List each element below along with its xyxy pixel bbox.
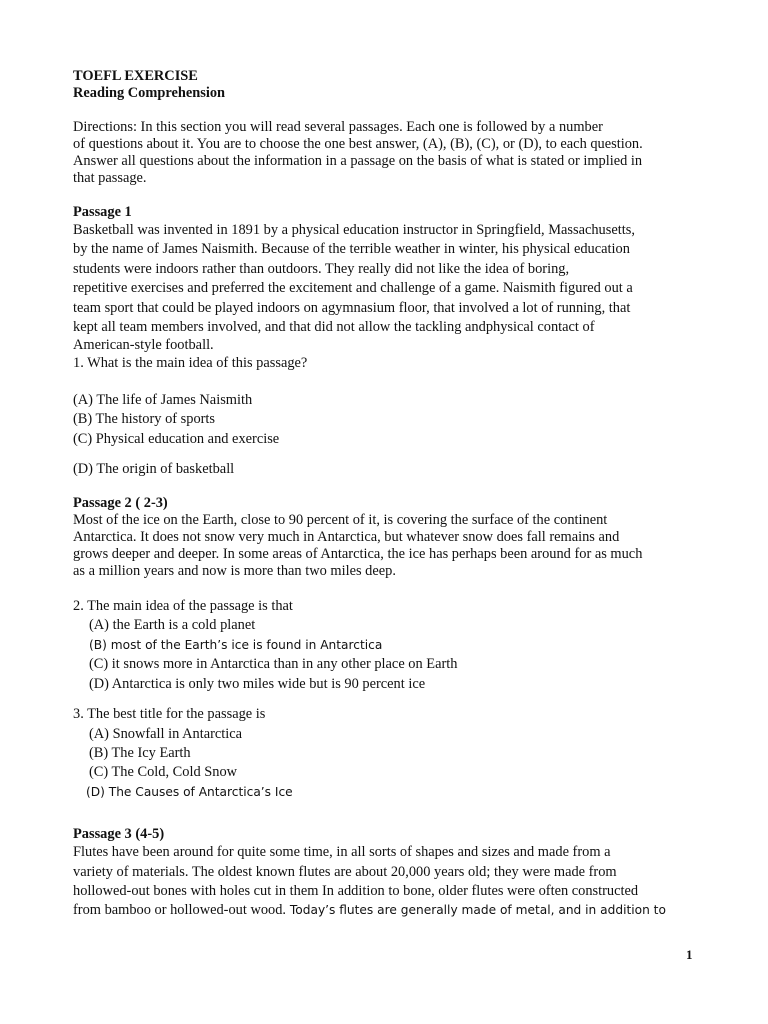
- question-3-option-c: (C) The Cold, Cold Snow: [89, 764, 238, 781]
- page-number: 1: [686, 947, 693, 962]
- question-1: 1. What is the main idea of this passage?: [73, 355, 308, 372]
- question-2: 2. The main idea of the passage is that: [73, 598, 293, 615]
- passage-line: by the name of James Naismith. Because of the terrible weather in winter, his physical education: [73, 241, 630, 258]
- passage-line: hollowed-out bones with holes cut in them In addition to bone, older flutes were often constructed: [73, 882, 639, 899]
- question-1-option-c: (C) Physical education and exercise: [73, 430, 280, 447]
- question-3-option-a: (A) Snowfall in Antarctica: [89, 725, 243, 742]
- directions-line: that passage.: [73, 170, 147, 186]
- passage-line: variety of materials. The oldest known flutes are about 20,000 years old; they were made from: [73, 863, 617, 880]
- question-2-option-b: (B) most of the Earth’s ice is found in Antarctica: [89, 637, 383, 652]
- passage-line: Basketball was invented in 1891 by a physical education instructor in Springfield, Massachusetts,: [73, 222, 635, 238]
- passage-3-text: [73, 843, 698, 921]
- document-subtitle: Reading Comprehension: [73, 85, 226, 101]
- question-1-option-b: (B) The history of sports: [73, 411, 216, 428]
- directions-line: of questions about it. You are to choose the one best answer, (A), (B), (C), or (D), to each question.: [73, 136, 643, 152]
- passage-2-heading: Passage 2 ( 2-3): [73, 495, 168, 512]
- passage-line: team sport that could be played indoors on agymnasium floor, that involved a lot of running, that: [73, 299, 631, 316]
- passage-line: Antarctica. It does not snow very much in Antarctica, but whatever snow does fall remains and: [73, 529, 620, 546]
- passage-1-heading: Passage 1: [73, 204, 132, 220]
- passage-line: grows deeper and deeper. In some areas of Antarctica, the ice has perhaps been around for as much: [73, 546, 643, 563]
- question-3-option-d: (D) The Causes of Antarctica’s Ice: [86, 784, 293, 799]
- passage-line: as a million years and now is more than two miles deep.: [73, 563, 396, 580]
- document-page: [73, 68, 698, 921]
- directions-line: Directions: In this section you will read several passages. Each one is followed by a number: [73, 119, 603, 135]
- question-2-option-a: (A) the Earth is a cold planet: [89, 617, 256, 634]
- question-2-option-c: (C) it snows more in Antarctica than in any other place on Earth: [89, 656, 458, 673]
- question-1-option-a: (A) The life of James Naismith: [73, 391, 253, 408]
- document-title: TOEFL EXERCISE: [73, 68, 198, 84]
- passage-line-serif: from bamboo or hollowed-out wood.: [73, 902, 287, 919]
- question-3-option-b: (B) The Icy Earth: [89, 744, 191, 761]
- passage-1-text: [73, 221, 698, 337]
- passage-line-sans: Today’s flutes are generally made of metal, and in addition to: [286, 903, 666, 918]
- question-1-option-d: (D) The origin of basketball: [73, 461, 235, 478]
- passage-line: repetitive exercises and preferred the excitement and challenge of a game. Naismith figured out a: [73, 280, 633, 297]
- passage-2-text: [73, 512, 698, 580]
- question-3: 3. The best title for the passage is: [73, 706, 266, 723]
- passage-line: Most of the ice on the Earth, close to 90 percent of it, is covering the surface of the continent: [73, 512, 608, 529]
- passage-line: Flutes have been around for quite some time, in all sorts of shapes and sizes and made from a: [73, 844, 611, 861]
- passage-line: American-style football.: [73, 337, 214, 354]
- passage-3-heading: Passage 3 (4-5): [73, 826, 165, 843]
- passage-line: students were indoors rather than outdoors. They really did not like the idea of boring,: [73, 260, 570, 277]
- passage-line: kept all team members involved, and that did not allow the tackling andphysical contact of: [73, 319, 595, 336]
- directions-paragraph: [73, 119, 698, 187]
- passage-line: [73, 901, 698, 920]
- directions-line: Answer all questions about the information in a passage on the basis of what is stated or implied in: [73, 153, 643, 169]
- question-2-option-d: (D) Antarctica is only two miles wide but is 90 percent ice: [89, 675, 426, 692]
